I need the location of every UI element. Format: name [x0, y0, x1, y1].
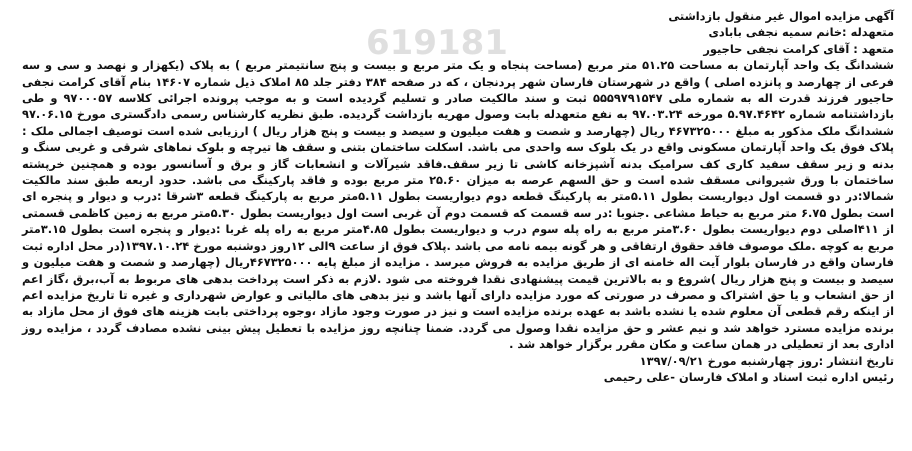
auction-notice	[22, 8, 894, 444]
signature-line: رئیس اداره ثبت اسناد و املاک فارسان -علی رحیمی	[603, 369, 894, 384]
svg-text:619181: 619181	[366, 23, 508, 63]
debtor-line: متعهدله :خانم سمیه نجفی بابادی	[708, 25, 894, 40]
publish-date: تاریخ انتشار :روز چهارشنبه مورخ ۱۳۹۷/۰۹/۲۱	[639, 353, 894, 368]
notice-body: ششدانگ یک واحد آپارتمان به مساحت ۵۱.۲۵ متر مربع (مساحت پنجاه و یک متر مربع و بیست و پنج سانتیمتر مربع ) به پلاک (یکهزار و نهصد و سی و سه فرعی از چهارصد و پانزده اصلی ) واقع در شهرستان فارسان شهر پردنجان ، که در صفحه ۳۸۴ دفتر جلد ۸۵ املاک ذیل شماره ۱۴۶۰۷ بنام آقای کرامت نجفی حاجیور فرزند قدرت اله به شماره ملی ۵۵۵۹۷۹۱۵۴۷ ثبت و سند مالکیت صادر و تسلیم گردیده است و به موجب پرونده اجرائی کلاسه ۹۷۰۰۰۵۷ و طی بازداشتنامه شماره ۵.۹۷.۴۶۴۲ مورخه ۹۷.۰۳.۲۴ به نفع متعهدله بابت وصول مهریه بازداشت گردیده. طبق نظریه کارشناس رسمی دادگستری مورخ ۹۷.۰۶.۱۵ ششدانگ ملک مذکور به مبلغ ۴۶۷۳۲۵۰۰۰ ریال (چهارصد و شصت و هفت میلیون و سیصد و بیست و پنج هزار ریال ) ارزیابی شده است توصیف اجمالی ملک : پلاک فوق یک واحد آپارتمان مسکونی واقع در یک بلوک سه واحدی می باشد. اسکلت ساختمان بتنی و سقف ها تیرچه و بلوک نماهای شرقی و غربی سنگ و بدنه و زیر سقف سفید کاری کف سرامیک بدنه آشپزخانه کاشی تا زیر سقف.فاقد شیرآلات و انشعابات گاز و برق و آسانسور بوده و همچنین خرپشته ساختمان با ورق شیروانی مسقف شده است و حق السهم عرصه به میزان ۲۵.۶۰ متر مربع بوده و فاقد پارکینگ می باشد. حدود اربعه طبق سند مالکیت شمالا:در دو قسمت اول دیواریست بطول ۵.۱۱متر به پارکینگ قطعه دوم دیواریست بطول ۵.۱۱متر مربع به پارکینگ قطعه ۳شرقا :درب و دیوار و پنجره ای است بطول ۶.۷۵ متر مربع به حیاط مشاعی .جنوبا :در سه قسمت که قسمت دوم آن غربی است اول دیواریست بطول ۵.۳۰متر مربع به زمین کاظمی قسمتی از ۴۱۱اصلی دوم دیواریست بطول ۳.۶۰متر مربع به راه پله سوم درب و دیواریست بطول ۴.۸۵متر مربع به راه پله غربا :دیوار و پنجره است بطول ۳.۱۵متر مربع به کوچه .ملک موصوف فاقد حقوق ارتفاقی و هر گونه بیمه نامه می باشد .پلاک فوق از ساعت ۹الی ۱۲روز دوشنبه مورخ ۱۳۹۷.۱۰.۲۴(در محل اداره ثبت فارسان واقع در فارسان بلوار آیت اله خامنه ای از طریق مزایده به فروش میرسد . مزایده از مبلغ پایه ۴۶۷۳۲۵۰۰۰ریال (چهارصد و شصت و هفت میلیون و سیصد و بیست و پنج هزار ریال )شروع و به بالاترین قیمت پیشنهادی نقدا فروخته می شود .لازم به ذکر است پرداخت بدهی های مربوط به آب،برق ،گاز اعم از حق انشعاب و یا حق اشتراک و مصرف در صورتی که مورد مزایده دارای آنها باشد و نیز بدهی های مالیاتی و عوارض شهرداری و غیره تا تاریخ مزایده اعم از اینکه رقم قطعی آن معلوم شده یا نشده باشد به عهده برنده مزایده است و نیز در صورت وجود مازاد ،وجوه پرداختی بابت هزینه های فوق از محل مازاد به برنده مزایده مسترد خواهد شد و نیم عشر و حق مزایده نقدا وصول می گردد. ضمنا چنانچه روز مزایده با تعطیل پیش بینی نشده مصادف گردد ، مزایده روز اداری بعد از تعطیلی در همان ساعت و مکان مقرر برگزار خواهد شد .	[22, 58, 895, 352]
creditor-line: متعهد : آقای کرامت نجفی حاجیور	[703, 41, 894, 56]
notice-title: آگهی مزایده اموال غیر منقول بازداشتی	[668, 9, 894, 23]
